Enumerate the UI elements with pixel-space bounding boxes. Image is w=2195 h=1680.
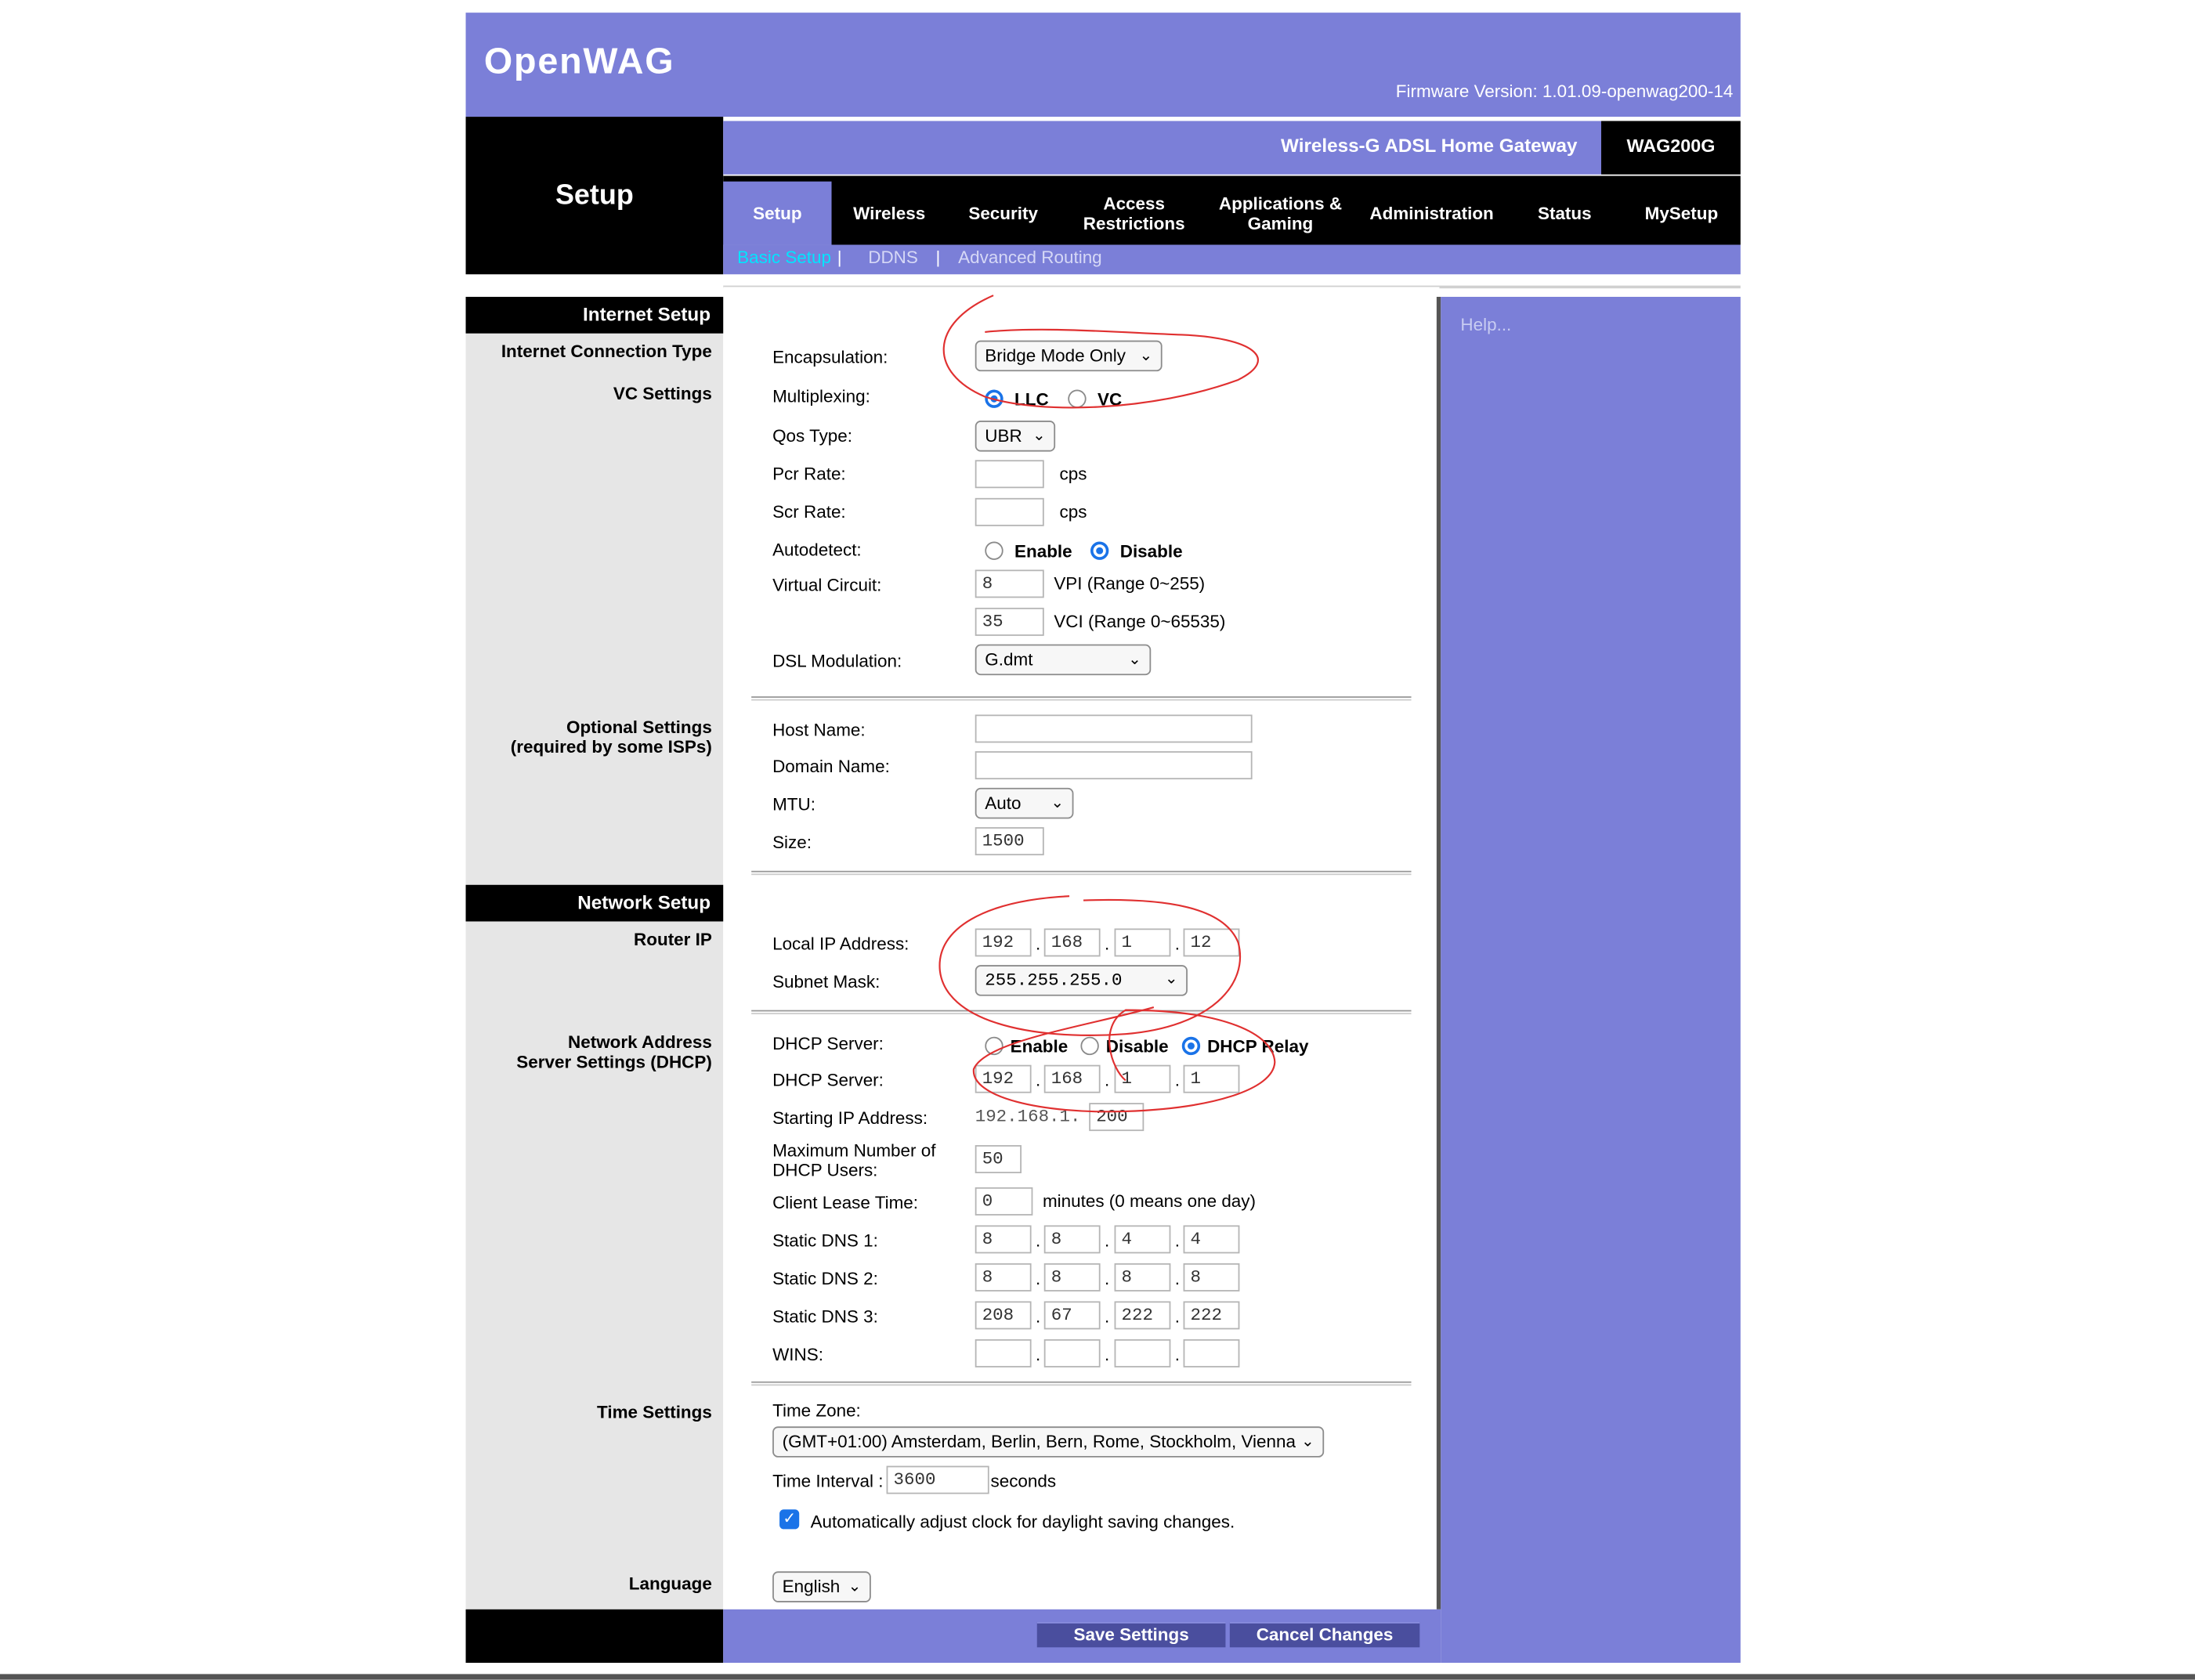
ip-dot: . bbox=[1104, 1306, 1110, 1327]
ip-dot: . bbox=[1174, 934, 1181, 954]
mtu-select[interactable]: Auto ⌄ bbox=[975, 788, 1074, 819]
autodetect-label: Autodetect: bbox=[772, 540, 862, 560]
lease-time-suffix: minutes (0 means one day) bbox=[1042, 1191, 1257, 1212]
tab-wireless[interactable]: Wireless bbox=[853, 204, 926, 224]
chevron-down-icon: ⌄ bbox=[1164, 972, 1178, 989]
qos-select[interactable]: UBR ⌄ bbox=[975, 421, 1055, 452]
dhcp-server-ip-label: DHCP Server: bbox=[772, 1070, 884, 1091]
ip-dot: . bbox=[1104, 1230, 1110, 1251]
gateway-title: Wireless-G ADSL Home Gateway bbox=[1281, 135, 1578, 157]
dns3-octet-1[interactable]: 208 bbox=[975, 1301, 1032, 1329]
ip-dot: . bbox=[1104, 1345, 1110, 1365]
local-ip-label: Local IP Address: bbox=[772, 934, 909, 954]
dns2-octet-3[interactable]: 8 bbox=[1115, 1263, 1171, 1292]
subtab-separator: | bbox=[837, 247, 842, 268]
chevron-down-icon: ⌄ bbox=[848, 1578, 862, 1595]
chevron-down-icon: ⌄ bbox=[1050, 794, 1064, 812]
dhcp-relay-label: DHCP Relay bbox=[1207, 1036, 1309, 1057]
lease-time-input[interactable]: 0 bbox=[975, 1187, 1033, 1216]
dns3-octet-4[interactable]: 222 bbox=[1184, 1301, 1240, 1329]
wins-label: WINS: bbox=[772, 1345, 823, 1365]
domain-name-label: Domain Name: bbox=[772, 757, 890, 777]
ip-dot: . bbox=[1104, 1269, 1110, 1289]
lease-time-label: Client Lease Time: bbox=[772, 1193, 919, 1213]
vpi-range: VPI (Range 0~255) bbox=[1054, 573, 1206, 594]
scr-label: Scr Rate: bbox=[772, 502, 846, 522]
dhcp-disable-label: Disable bbox=[1105, 1036, 1169, 1057]
time-zone-select[interactable]: (GMT+01:00) Amsterdam, Berlin, Bern, Rome, Stockholm, Vienna ⌄ bbox=[772, 1426, 1324, 1458]
tab-administration[interactable]: Administration bbox=[1369, 204, 1494, 224]
ip-dot: . bbox=[1035, 1230, 1041, 1251]
ip-dot: . bbox=[1035, 1070, 1041, 1091]
dns3-octet-2[interactable]: 67 bbox=[1044, 1301, 1101, 1329]
mux-llc-label: LLC bbox=[1014, 389, 1049, 410]
ip-dot: . bbox=[1174, 1345, 1181, 1365]
local-ip-octet-3[interactable]: 1 bbox=[1115, 928, 1171, 956]
dst-label: Automatically adjust clock for daylight saving changes. bbox=[810, 1512, 1235, 1533]
label-network-address: Network Address bbox=[568, 1032, 712, 1053]
dhcp-server-octet-3[interactable]: 1 bbox=[1115, 1065, 1171, 1093]
starting-ip-prefix: 192.168.1. bbox=[975, 1107, 1081, 1127]
subtab-ddns[interactable]: DDNS bbox=[868, 247, 918, 268]
starting-ip-label: Starting IP Address: bbox=[772, 1108, 928, 1129]
dhcp-server-octet-1[interactable]: 192 bbox=[975, 1065, 1032, 1093]
annotation-circle-encapsulation bbox=[944, 295, 1258, 407]
time-zone-label: Time Zone: bbox=[772, 1400, 861, 1422]
dns2-octet-2[interactable]: 8 bbox=[1044, 1263, 1101, 1292]
chevron-down-icon: ⌄ bbox=[1128, 651, 1141, 669]
section-internet-setup: Internet Setup bbox=[466, 297, 724, 334]
checkmark-icon: ✓ bbox=[783, 1511, 796, 1528]
ip-dot: . bbox=[1035, 1306, 1041, 1327]
label-optional-settings: Optional Settings bbox=[566, 717, 712, 738]
dhcp-enable-label: Enable bbox=[1010, 1036, 1069, 1057]
multiplexing-label: Multiplexing: bbox=[772, 386, 870, 407]
virtual-circuit-label: Virtual Circuit: bbox=[772, 575, 882, 595]
label-language: Language bbox=[628, 1573, 712, 1595]
tab-security[interactable]: Security bbox=[968, 204, 1038, 224]
chevron-down-icon: ⌄ bbox=[1139, 347, 1153, 365]
encapsulation-select[interactable]: Bridge Mode Only ⌄ bbox=[975, 341, 1163, 372]
dsl-label: DSL Modulation: bbox=[772, 651, 902, 671]
dhcp-server-octet-2[interactable]: 168 bbox=[1044, 1065, 1101, 1093]
autodetect-disable-label: Disable bbox=[1119, 541, 1183, 562]
cancel-changes-button[interactable]: Cancel Changes bbox=[1230, 1622, 1419, 1647]
dns1-octet-1[interactable]: 8 bbox=[975, 1225, 1032, 1253]
chevron-down-icon: ⌄ bbox=[1301, 1433, 1314, 1451]
dns3-label: Static DNS 3: bbox=[772, 1306, 878, 1327]
dns1-label: Static DNS 1: bbox=[772, 1230, 878, 1251]
ip-dot: . bbox=[1174, 1269, 1181, 1289]
mtu-size-input[interactable]: 1500 bbox=[975, 827, 1044, 855]
qos-label: Qos Type: bbox=[772, 426, 853, 446]
dns1-octet-4[interactable]: 4 bbox=[1184, 1225, 1240, 1253]
time-interval-unit: seconds bbox=[990, 1471, 1057, 1491]
ip-dot: . bbox=[1035, 1269, 1041, 1289]
ip-dot: . bbox=[1035, 934, 1041, 954]
tab-status[interactable]: Status bbox=[1537, 204, 1592, 224]
ip-dot: . bbox=[1104, 934, 1110, 954]
subtab-separator: | bbox=[935, 247, 941, 268]
model-name: WAG200G bbox=[1601, 121, 1741, 174]
label-router-ip: Router IP bbox=[634, 930, 712, 950]
subnet-mask-label: Subnet Mask: bbox=[772, 972, 881, 992]
help-link[interactable]: Help... bbox=[1460, 315, 1512, 335]
tab-access-restrictions[interactable]: Access Restrictions bbox=[1083, 193, 1185, 234]
annotation-circle-dhcp bbox=[974, 1007, 1275, 1111]
openwag-logo: OpenWAG bbox=[483, 39, 675, 82]
local-ip-octet-2[interactable]: 168 bbox=[1044, 928, 1101, 956]
tab-setup[interactable]: Setup bbox=[753, 204, 802, 224]
dhcp-server-label: DHCP Server: bbox=[772, 1034, 884, 1054]
language-select[interactable]: English ⌄ bbox=[772, 1571, 871, 1602]
label-internet-connection-type: Internet Connection Type bbox=[501, 341, 712, 362]
dns3-octet-3[interactable]: 222 bbox=[1115, 1301, 1171, 1329]
ip-dot: . bbox=[1174, 1230, 1181, 1251]
starting-ip-input[interactable]: 200 bbox=[1089, 1103, 1144, 1131]
vpi-input[interactable]: 8 bbox=[975, 569, 1044, 598]
tab-applications-gaming[interactable]: Applications & Gaming bbox=[1218, 193, 1343, 234]
label-dhcp-settings: Server Settings (DHCP) bbox=[516, 1052, 712, 1072]
pcr-label: Pcr Rate: bbox=[772, 464, 846, 484]
local-ip-octet-1[interactable]: 192 bbox=[975, 928, 1032, 956]
subtab-advanced-routing[interactable]: Advanced Routing bbox=[958, 247, 1102, 268]
ip-dot: . bbox=[1174, 1306, 1181, 1327]
ip-dot: . bbox=[1104, 1070, 1110, 1091]
ip-dot: . bbox=[1174, 1070, 1181, 1091]
max-users-label-2: DHCP Users: bbox=[772, 1160, 878, 1180]
host-name-label: Host Name: bbox=[772, 720, 866, 740]
mux-vc-label: VC bbox=[1097, 389, 1123, 410]
save-settings-button[interactable]: Save Settings bbox=[1037, 1622, 1226, 1647]
dns1-octet-3[interactable]: 4 bbox=[1115, 1225, 1171, 1253]
time-interval-input[interactable]: 3600 bbox=[887, 1466, 989, 1494]
firmware-version: Firmware Version: 1.01.09-openwag200-14 bbox=[1395, 81, 1734, 102]
pcr-unit: cps bbox=[1059, 464, 1087, 484]
vci-range: VCI (Range 0~65535) bbox=[1054, 612, 1226, 632]
dhcp-server-octet-4[interactable]: 1 bbox=[1184, 1065, 1240, 1093]
chevron-down-icon: ⌄ bbox=[1032, 428, 1046, 445]
dsl-select[interactable]: G.dmt ⌄ bbox=[975, 645, 1152, 676]
local-ip-octet-4[interactable]: 12 bbox=[1184, 928, 1240, 956]
label-time-settings: Time Settings bbox=[597, 1402, 712, 1422]
tab-mysetup[interactable]: MySetup bbox=[1644, 204, 1719, 224]
max-users-label: Maximum Number of bbox=[772, 1140, 936, 1161]
dns2-label: Static DNS 2: bbox=[772, 1269, 878, 1289]
subnet-mask-select[interactable]: 255.255.255.0 ⌄ bbox=[975, 965, 1188, 996]
time-interval-label: Time Interval : bbox=[772, 1471, 884, 1491]
dns1-octet-2[interactable]: 8 bbox=[1044, 1225, 1101, 1253]
scr-unit: cps bbox=[1059, 502, 1087, 522]
max-users-input[interactable]: 50 bbox=[975, 1145, 1022, 1173]
mtu-label: MTU: bbox=[772, 794, 815, 815]
encapsulation-label: Encapsulation: bbox=[772, 347, 888, 367]
autodetect-enable-label: Enable bbox=[1014, 541, 1072, 562]
size-label: Size: bbox=[772, 833, 812, 853]
section-network-setup: Network Setup bbox=[466, 885, 724, 922]
vci-input[interactable]: 35 bbox=[975, 608, 1044, 636]
ip-dot: . bbox=[1035, 1345, 1041, 1365]
dns2-octet-1[interactable]: 8 bbox=[975, 1263, 1032, 1292]
label-vc-settings: VC Settings bbox=[613, 384, 712, 404]
page-title: Setup bbox=[555, 179, 634, 211]
subtab-basic-setup[interactable]: Basic Setup bbox=[737, 247, 832, 268]
dns2-octet-4[interactable]: 8 bbox=[1184, 1263, 1240, 1292]
label-optional-settings-note: (required by some ISPs) bbox=[510, 737, 712, 757]
